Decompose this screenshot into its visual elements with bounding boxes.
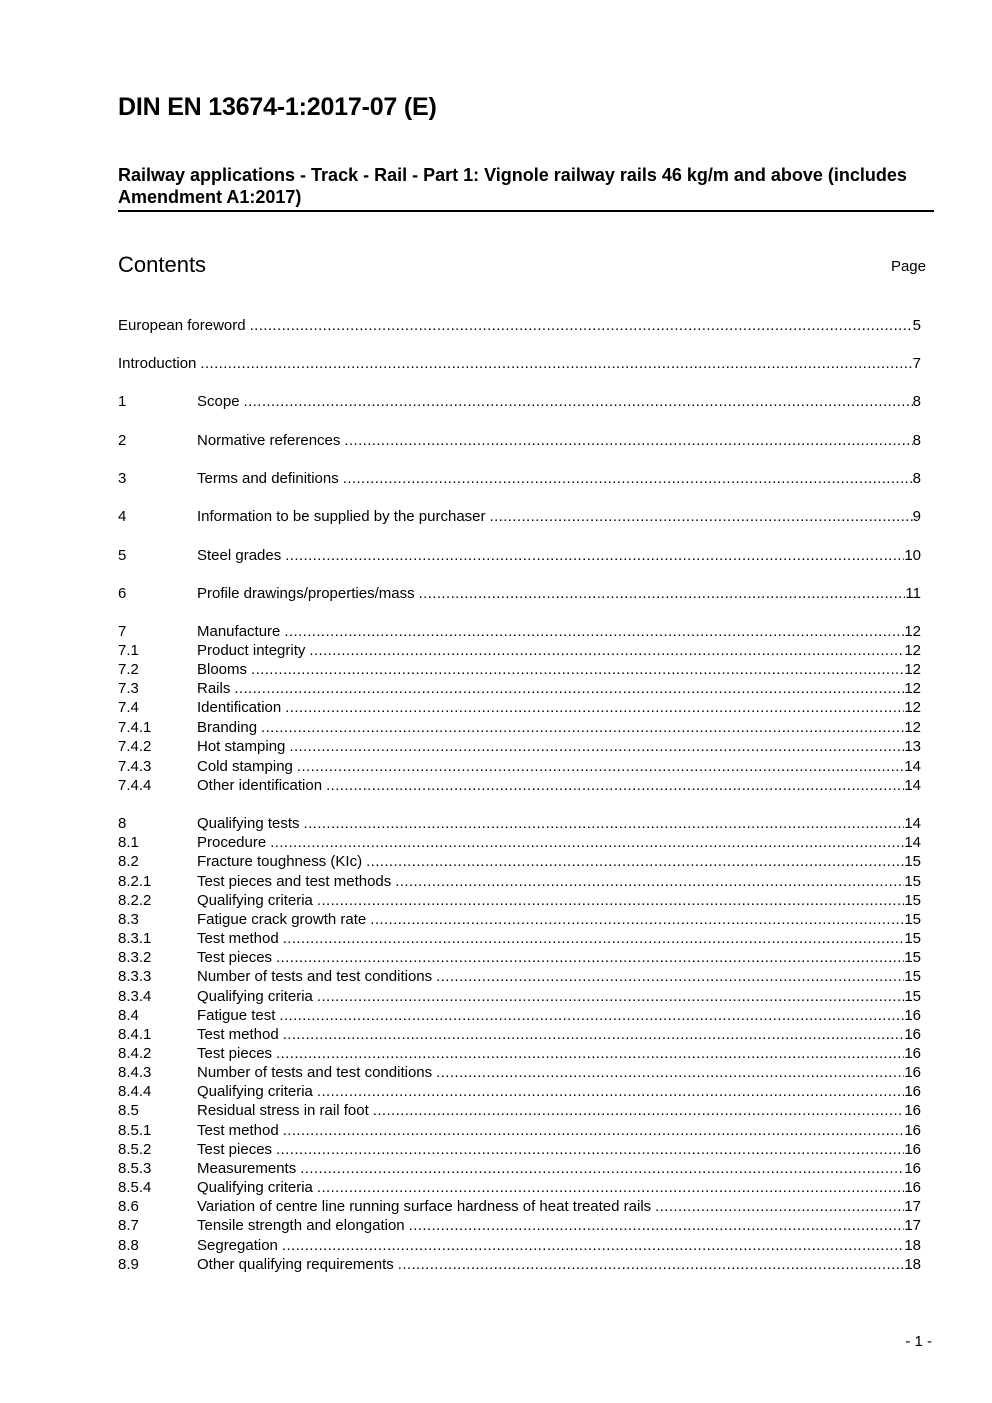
toc-entry-title: Residual stress in rail foot [197,1102,369,1119]
toc-entry-number: 2 [118,432,127,449]
toc-entry-title: Qualifying criteria [197,1179,313,1196]
toc-entry-title: Cold stamping [197,758,293,775]
toc-entry-title: Qualifying criteria [197,1083,313,1100]
toc-entry-number: 1 [118,393,127,410]
toc-entry[interactable] [118,679,921,698]
toc-dot-leader [317,987,904,1006]
toc-entry-title: Hot stamping [197,738,286,755]
toc-entry-page: 15 [904,968,921,985]
toc-dot-leader [317,891,904,910]
toc-entry-page: 12 [904,661,921,678]
toc-entry-number: 8.2 [118,853,139,870]
toc-entry[interactable] [118,776,921,795]
toc-dot-leader [276,948,904,967]
toc-entry-number: 8.3.1 [118,930,152,947]
toc-entry-page: 9 [912,508,921,525]
toc-entry-page: 16 [904,1007,921,1024]
toc-entry-number: 7.3 [118,680,139,697]
toc-dot-leader [366,852,904,871]
toc-entry[interactable] [118,431,921,450]
toc-entry-page: 15 [904,988,921,1005]
toc-entry-title: Test pieces [197,1045,273,1062]
toc-entry[interactable] [118,392,921,411]
toc-dot-leader [289,737,904,756]
toc-entry-title: Introduction [118,355,197,372]
toc-entry-title: Information to be supplied by the purchaser [197,508,486,525]
toc-entry-page: 15 [904,892,921,909]
toc-dot-leader [251,660,904,679]
toc-entry-page: 16 [904,1026,921,1043]
toc-entry-page: 10 [904,547,921,564]
toc-dot-leader [436,1063,904,1082]
toc-entry-number: 8.5.2 [118,1141,152,1158]
toc-entry-page: 15 [904,930,921,947]
toc-dot-leader [490,507,913,526]
toc-entry-page: 17 [904,1217,921,1234]
toc-entry-number: 7.4.1 [118,719,152,736]
toc-entry-page: 16 [904,1141,921,1158]
toc-entry[interactable] [118,1082,921,1101]
toc-dot-leader [373,1101,905,1120]
toc-entry-page: 15 [904,873,921,890]
toc-entry-number: 8.4.2 [118,1045,152,1062]
toc-entry[interactable] [118,507,921,526]
toc-entry-number: 8.4 [118,1007,139,1024]
toc-dot-leader [270,833,904,852]
toc-entry-title: Procedure [197,834,267,851]
toc-entry-page: 15 [904,949,921,966]
toc-entry-number: 8.2.1 [118,873,152,890]
toc-dot-leader [283,1025,905,1044]
toc-dot-leader [343,469,913,488]
toc-entry-title: Test pieces [197,1141,273,1158]
toc-dot-leader [317,1082,904,1101]
toc-entry-page: 5 [912,317,921,334]
toc-dot-leader [283,929,905,948]
toc-dot-leader [419,584,906,603]
toc-dot-leader [655,1197,904,1216]
toc-entry-page: 16 [904,1179,921,1196]
toc-entry[interactable] [118,622,921,641]
toc-entry-title: Scope [197,393,240,410]
toc-entry[interactable] [118,948,921,967]
toc-dot-leader [370,910,904,929]
toc-dot-leader [200,354,912,373]
toc-entry-number: 8.5.1 [118,1122,152,1139]
toc-entry[interactable] [118,1197,921,1216]
toc-entry-number: 7.1 [118,642,139,659]
toc-dot-leader [285,546,904,565]
toc-entry-title: Test pieces and test methods [197,873,392,890]
toc-entry-title: Test method [197,1026,279,1043]
toc-entry[interactable] [118,872,921,891]
toc-dot-leader [344,431,912,450]
toc-entry-title: Fatigue test [197,1007,276,1024]
toc-entry[interactable] [118,1006,921,1025]
toc-dot-leader [283,1121,905,1140]
document-title: Railway applications - Track - Rail - Part 1: Vignole railway rails 46 kg/m and above (includes Amendment A1:2017) [118,165,907,207]
toc-entry[interactable] [118,354,921,373]
toc-dot-leader [398,1255,905,1274]
toc-entry-number: 7.4.3 [118,758,152,775]
toc-entry-page: 12 [904,623,921,640]
toc-entry-title: Number of tests and test conditions [197,968,433,985]
toc-entry-page: 8 [912,470,921,487]
toc-entry[interactable] [118,1140,921,1159]
toc-entry[interactable] [118,929,921,948]
toc-entry-title: Other qualifying requirements [197,1256,394,1273]
toc-entry-number: 8.5.3 [118,1160,152,1177]
toc-entry-page: 12 [904,719,921,736]
toc-entry[interactable] [118,967,921,986]
page-column-label: Page [890,258,926,275]
toc-dot-leader [309,641,904,660]
toc-entry-title: Measurements [197,1160,297,1177]
toc-entry-title: Terms and definitions [197,470,339,487]
toc-entry-title: Branding [197,719,258,736]
toc-entry-page: 17 [904,1198,921,1215]
toc-entry-title: Other identification [197,777,323,794]
toc-entry-title: Blooms [197,661,248,678]
toc-entry-number: 7.4 [118,699,139,716]
toc-entry-page: 8 [912,432,921,449]
toc-entry-title: Identification [197,699,282,716]
toc-entry[interactable] [118,1101,921,1120]
toc-entry-title: Steel grades [197,547,282,564]
toc-entry[interactable] [118,641,921,660]
toc-entry-title: Normative references [197,432,341,449]
toc-entry-number: 8.5 [118,1102,139,1119]
toc-dot-leader [261,718,904,737]
toc-entry[interactable] [118,1025,921,1044]
toc-entry-page: 16 [904,1083,921,1100]
toc-entry-page: 14 [904,834,921,851]
toc-entry-number: 8.9 [118,1256,139,1273]
toc-entry-number: 8.5.4 [118,1179,152,1196]
toc-entry-title: Manufacture [197,623,281,640]
toc-entry[interactable] [118,987,921,1006]
toc-entry[interactable] [118,584,921,603]
toc-entry-page: 18 [904,1237,921,1254]
toc-dot-leader [284,622,904,641]
toc-dot-leader [279,1006,904,1025]
toc-dot-leader [276,1140,904,1159]
toc-dot-leader [395,872,904,891]
toc-entry[interactable] [118,852,921,871]
toc-dot-leader [297,757,904,776]
toc-entry[interactable] [118,718,921,737]
toc-entry-number: 8 [118,815,127,832]
toc-entry-page: 16 [904,1064,921,1081]
toc-dot-leader [250,316,913,335]
toc-entry-page: 11 [905,585,921,602]
toc-entry-number: 5 [118,547,127,564]
toc-entry-number: 8.6 [118,1198,139,1215]
toc-entry-title: Segregation [197,1237,278,1254]
toc-entry-number: 8.2.2 [118,892,152,909]
toc-entry-title: Qualifying criteria [197,988,313,1005]
toc-entry-page: 16 [904,1160,921,1177]
toc-entry-page: 7 [912,355,921,372]
toc-entry[interactable] [118,1255,921,1274]
toc-entry[interactable] [118,1178,921,1197]
toc-entry-page: 16 [904,1102,921,1119]
toc-entry[interactable] [118,910,921,929]
toc-entry-number: 8.4.1 [118,1026,152,1043]
page-number: - 1 - [905,1333,932,1350]
toc-dot-leader [436,967,904,986]
toc-entry-title: Qualifying criteria [197,892,313,909]
toc-entry-page: 15 [904,911,921,928]
toc-entry-title: Test method [197,1122,279,1139]
toc-entry[interactable] [118,833,921,852]
toc-dot-leader [234,679,904,698]
toc-entry-page: 13 [904,738,921,755]
toc-entry-title: Product integrity [197,642,306,659]
toc-entry-page: 18 [904,1256,921,1273]
toc-entry[interactable] [118,1063,921,1082]
toc-dot-leader [409,1216,905,1235]
toc-entry[interactable] [118,737,921,756]
toc-entry-number: 8.7 [118,1217,139,1234]
toc-entry[interactable] [118,546,921,565]
toc-entry-title: Test method [197,930,279,947]
toc-entry-page: 12 [904,680,921,697]
toc-dot-leader [300,1159,904,1178]
toc-entry-page: 8 [912,393,921,410]
toc-entry[interactable] [118,757,921,776]
toc-entry-number: 8.3.3 [118,968,152,985]
toc-entry-title: Rails [197,680,231,697]
toc-entry[interactable] [118,1216,921,1235]
toc-entry-title: Tensile strength and elongation [197,1217,405,1234]
toc-entry-number: 4 [118,508,127,525]
toc-entry[interactable] [118,814,921,833]
toc-entry-number: 7.4.2 [118,738,152,755]
toc-entry[interactable] [118,1121,921,1140]
toc-entry-number: 8.3 [118,911,139,928]
toc-entry-page: 12 [904,699,921,716]
toc-entry[interactable] [118,698,921,717]
toc-entry[interactable] [118,891,921,910]
toc-entry-number: 6 [118,585,127,602]
toc-entry-number: 7 [118,623,127,640]
toc-entry[interactable] [118,1044,921,1063]
toc-entry[interactable] [118,469,921,488]
toc-dot-leader [276,1044,904,1063]
toc-entry-page: 14 [904,758,921,775]
toc-entry-title: Qualifying tests [197,815,300,832]
toc-entry-page: 14 [904,815,921,832]
toc-entry[interactable] [118,1159,921,1178]
toc-entry-number: 8.4.4 [118,1083,152,1100]
toc-dot-leader [244,392,913,411]
toc-entry-number: 8.4.3 [118,1064,152,1081]
toc-entry-title: Number of tests and test conditions [197,1064,433,1081]
toc-entry-page: 16 [904,1045,921,1062]
toc-dot-leader [285,698,904,717]
toc-entry[interactable] [118,1236,921,1255]
toc-entry-number: 7.2 [118,661,139,678]
toc-entry-title: Variation of centre line running surface hardness of heat treated rails [197,1198,652,1215]
toc-entry-number: 3 [118,470,127,487]
toc-dot-leader [317,1178,904,1197]
contents-heading: Contents [118,252,207,277]
toc-entry-title: Fatigue crack growth rate [197,911,367,928]
toc-entry-page: 14 [904,777,921,794]
toc-entry-number: 7.4.4 [118,777,152,794]
toc-entry-number: 8.3.2 [118,949,152,966]
toc-entry-title: Fracture toughness (KIc) [197,853,363,870]
toc-entry-page: 16 [904,1122,921,1139]
toc-entry-title: European foreword [118,317,246,334]
toc-dot-leader [304,814,905,833]
toc-entry-page: 15 [904,853,921,870]
toc-entry-page: 12 [904,642,921,659]
toc-entry-number: 8.1 [118,834,139,851]
toc-entry-title: Profile drawings/properties/mass [197,585,415,602]
toc-entry[interactable] [118,660,921,679]
document-id: DIN EN 13674-1:2017-07 (E) [118,93,437,121]
toc-dot-leader [326,776,904,795]
toc-dot-leader [282,1236,904,1255]
toc-entry[interactable] [118,316,921,335]
toc-entry-title: Test pieces [197,949,273,966]
toc-entry-number: 8.3.4 [118,988,152,1005]
toc-entry-number: 8.8 [118,1237,139,1254]
